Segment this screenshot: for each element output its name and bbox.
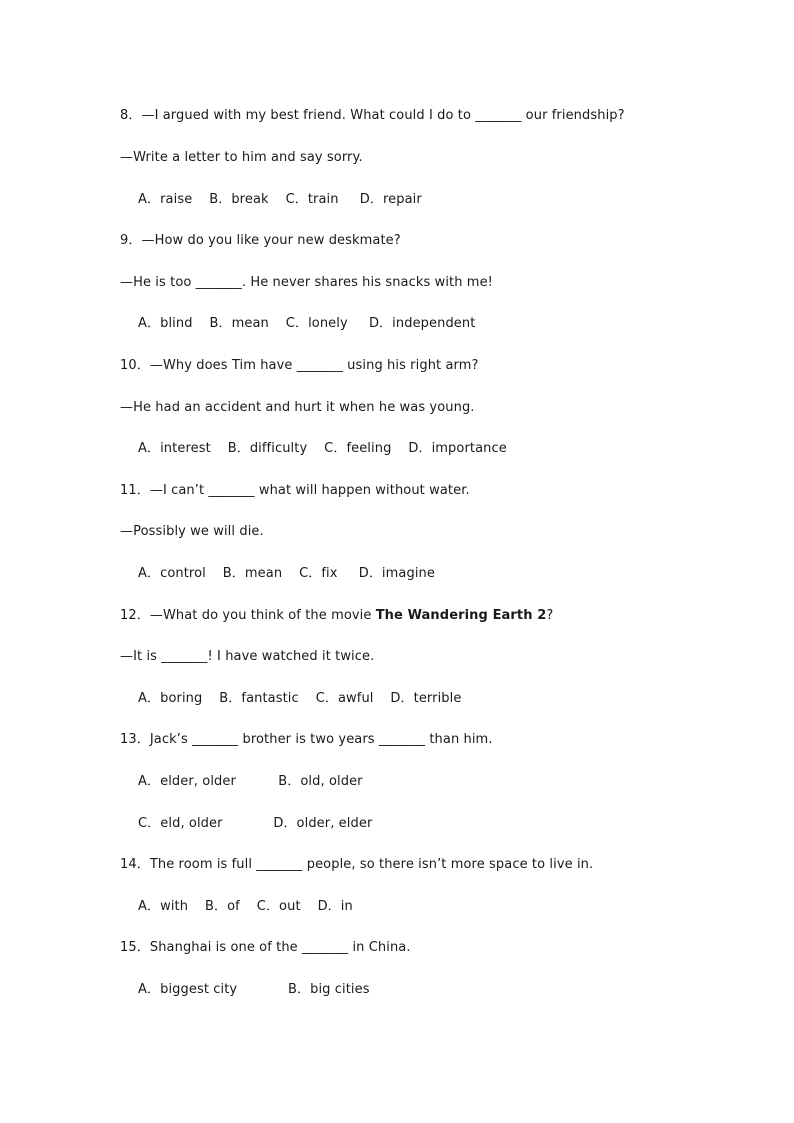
question-9-response: —He is too _______. He never shares his snacks with me! xyxy=(120,275,493,290)
movie-title: The Wandering Earth 2 xyxy=(375,608,547,623)
question-13-options-row-1: A．elder, older B．old, older xyxy=(138,774,363,789)
question-12-prefix: 12．—What do you think of the movie xyxy=(120,608,376,623)
question-12-suffix: ? xyxy=(546,608,554,623)
question-10: 10．—Why does Tim have _______ using his right arm? xyxy=(120,358,479,373)
question-14: 14．The room is full _______ people, so there isn’t more space to live in. xyxy=(120,857,594,872)
question-9-options: A．blind B．mean C．lonely D．independent xyxy=(138,316,476,331)
question-9: 9．—How do you like your new deskmate? xyxy=(120,233,401,248)
question-10-response: —He had an accident and hurt it when he was young. xyxy=(120,400,475,415)
question-11-options: A．control B．mean C．fix D．imagine xyxy=(138,566,435,581)
question-11: 11．—I can’t _______ what will happen without water. xyxy=(120,483,470,498)
question-8-options: A．raise B．break C．train D．repair xyxy=(138,192,422,207)
question-14-options: A．with B．of C．out D．in xyxy=(138,899,353,914)
question-10-options: A．interest B．difficulty C．feeling D．importance xyxy=(138,441,507,456)
question-12 xyxy=(120,607,553,625)
question-15-options: A．biggest city B．big cities xyxy=(138,982,370,997)
question-12-response: —It is _______! I have watched it twice. xyxy=(120,649,375,664)
question-15: 15．Shanghai is one of the _______ in China. xyxy=(120,940,411,955)
question-12-options: A．boring B．fantastic C．awful D．terrible xyxy=(138,691,462,706)
question-8: 8．—I argued with my best friend. What could I do to _______ our friendship? xyxy=(120,108,625,123)
question-8-response: —Write a letter to him and say sorry. xyxy=(120,150,363,165)
question-13: 13．Jack’s _______ brother is two years _______ than him. xyxy=(120,732,493,747)
question-13-options-row-2: C．eld, older D．older, elder xyxy=(138,816,373,831)
question-11-response: —Possibly we will die. xyxy=(120,524,264,539)
